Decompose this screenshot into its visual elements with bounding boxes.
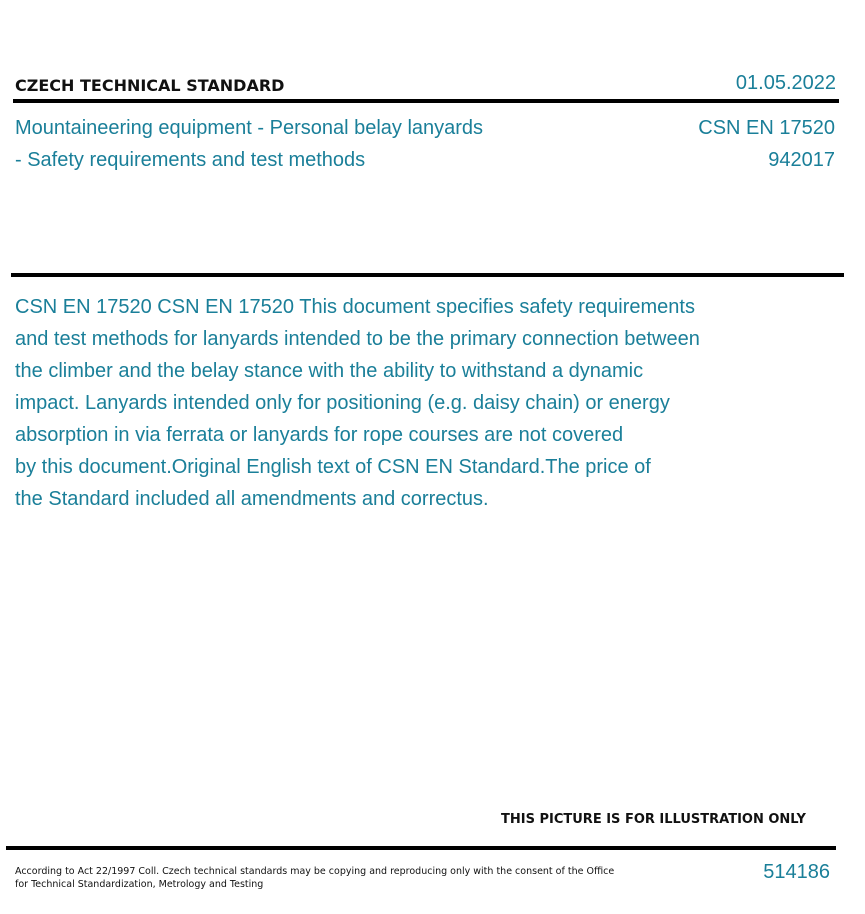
description-line: CSN EN 17520 CSN EN 17520 This document specifies safety requirements: [15, 296, 695, 318]
description-line: the Standard included all amendments and correctus.: [15, 488, 489, 510]
standard-description: [15, 291, 795, 515]
document-number: 514186: [763, 861, 830, 883]
standard-title-line-1: Mountaineering equipment - Personal belay lanyards: [15, 117, 484, 139]
footer-divider: [6, 846, 836, 850]
description-line: and test methods for lanyards intended to be the primary connection between: [15, 328, 700, 350]
standard-code: CSN EN 17520: [698, 117, 835, 139]
catalog-number: 942017: [768, 149, 835, 171]
description-line: by this document.Original English text of CSN EN Standard.The price of: [15, 456, 651, 478]
document-type-label: CZECH TECHNICAL STANDARD: [15, 76, 285, 95]
legal-notice: [15, 865, 615, 891]
description-line: absorption in via ferrata or lanyards for rope courses are not covered: [15, 424, 624, 446]
header-divider: [13, 99, 839, 103]
description-line: the climber and the belay stance with the ability to withstand a dynamic: [15, 360, 644, 382]
legal-notice-line-1: According to Act 22/1997 Coll. Czech technical standards may be copying and reproducing only with the consent of the Office: [15, 866, 615, 877]
publication-date: 01.05.2022: [735, 72, 836, 94]
title-divider: [11, 273, 844, 277]
legal-notice-line-2: for Technical Standardization, Metrology and Testing: [15, 879, 264, 890]
standard-title-line-2: - Safety requirements and test methods: [15, 149, 366, 171]
illustration-disclaimer: THIS PICTURE IS FOR ILLUSTRATION ONLY: [501, 812, 806, 827]
description-line: impact. Lanyards intended only for positioning (e.g. daisy chain) or energy: [15, 392, 670, 414]
